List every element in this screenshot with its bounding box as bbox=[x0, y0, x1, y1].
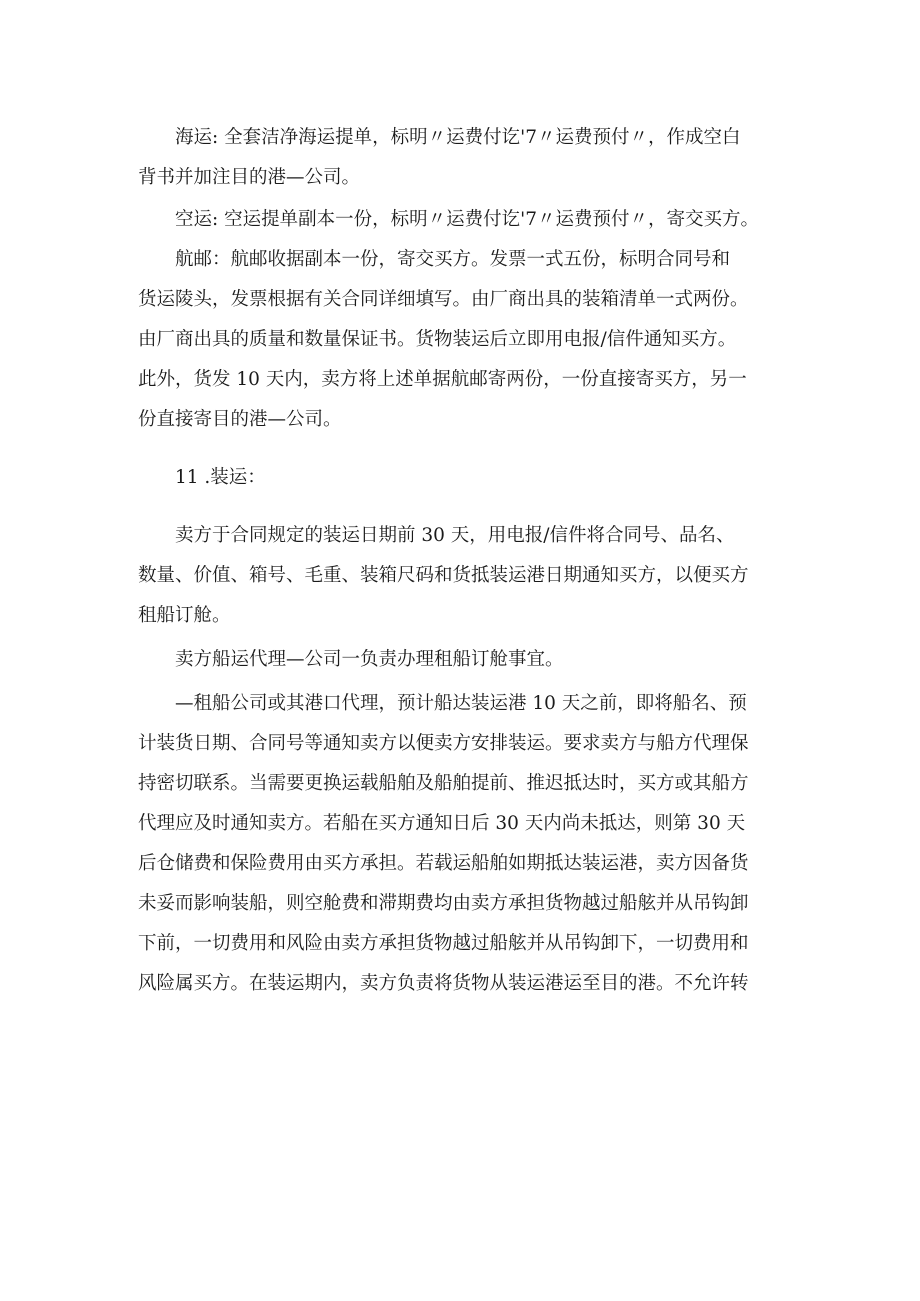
text-line: 此外，货发 10 天内，卖方将上述单据航邮寄两份，一份直接寄买方，另一 bbox=[138, 369, 747, 390]
text-line: 海运: 全套洁净海运提单，标明〃运费付讫'7〃运费预付〃，作成空白 bbox=[175, 127, 741, 148]
paragraph-charter-arrangement bbox=[138, 684, 798, 1004]
paragraph-air-transport bbox=[138, 200, 798, 240]
paragraph-shipment-notice bbox=[138, 516, 798, 636]
text-line: 持密切联系。当需要更换运载船舶及船舶提前、推迟抵达时，买方或其船方 bbox=[138, 773, 749, 794]
text-line: 份直接寄目的港—公司。 bbox=[138, 409, 342, 430]
text-line: 卖方船运代理—公司一负责办理租船订舱事宜。 bbox=[175, 649, 564, 670]
text-line: 数量、价值、箱号、毛重、装箱尺码和货抵装运港日期通知买方，以便买方 bbox=[138, 565, 749, 586]
text-line: 货运陵头，发票根据有关合同详细填写。由厂商出具的装箱清单一式两份。 bbox=[138, 289, 749, 310]
text-line: 背书并加注目的港—公司。 bbox=[138, 167, 361, 188]
text-line: 后仓储费和保险费用由买方承担。若载运船舶如期抵达装运港，卖方因备货 bbox=[138, 853, 749, 874]
text-line: 下前，一切费用和风险由卖方承担货物越过船舷并从吊钩卸下，一切费用和 bbox=[138, 933, 749, 954]
section-heading-shipment: 11 .装运： bbox=[175, 467, 266, 488]
text-line: 计装货日期、合同号等通知卖方以便卖方安排装运。要求卖方与船方代理保 bbox=[138, 733, 749, 754]
text-line: 卖方于合同规定的装运日期前 30 天，用电报/信件将合同号、品名、 bbox=[175, 525, 735, 546]
paragraph-shipping-agent bbox=[138, 640, 798, 680]
text-line: 风险属买方。在装运期内，卖方负责将货物从装运港运至目的港。不允许转 bbox=[138, 973, 749, 994]
text-line: 代理应及时通知卖方。若船在买方通知日后 30 天内尚未抵达，则第 30 天 bbox=[138, 813, 746, 834]
text-line: 航邮：航邮收据副本一份，寄交买方。发票一式五份，标明合同号和 bbox=[175, 249, 731, 270]
paragraph-sea-transport bbox=[138, 118, 798, 198]
paragraph-airmail bbox=[138, 240, 798, 440]
text-line: 租船订舱。 bbox=[138, 605, 231, 626]
document-body bbox=[138, 118, 798, 1004]
text-line: —租船公司或其港口代理，预计船达装运港 10 天之前，即将船名、预 bbox=[175, 693, 747, 714]
text-line: 空运: 空运提单副本一份，标明〃运费付讫'7〃运费预付〃，寄交买方。 bbox=[175, 209, 759, 230]
text-line: 由厂商出具的质量和数量保证书。货物装运后立即用电报/信件通知买方。 bbox=[138, 329, 737, 350]
text-line: 未妥而影响装船，则空舱费和滞期费均由卖方承担货物越过船舷并从吊钩卸 bbox=[138, 893, 749, 914]
